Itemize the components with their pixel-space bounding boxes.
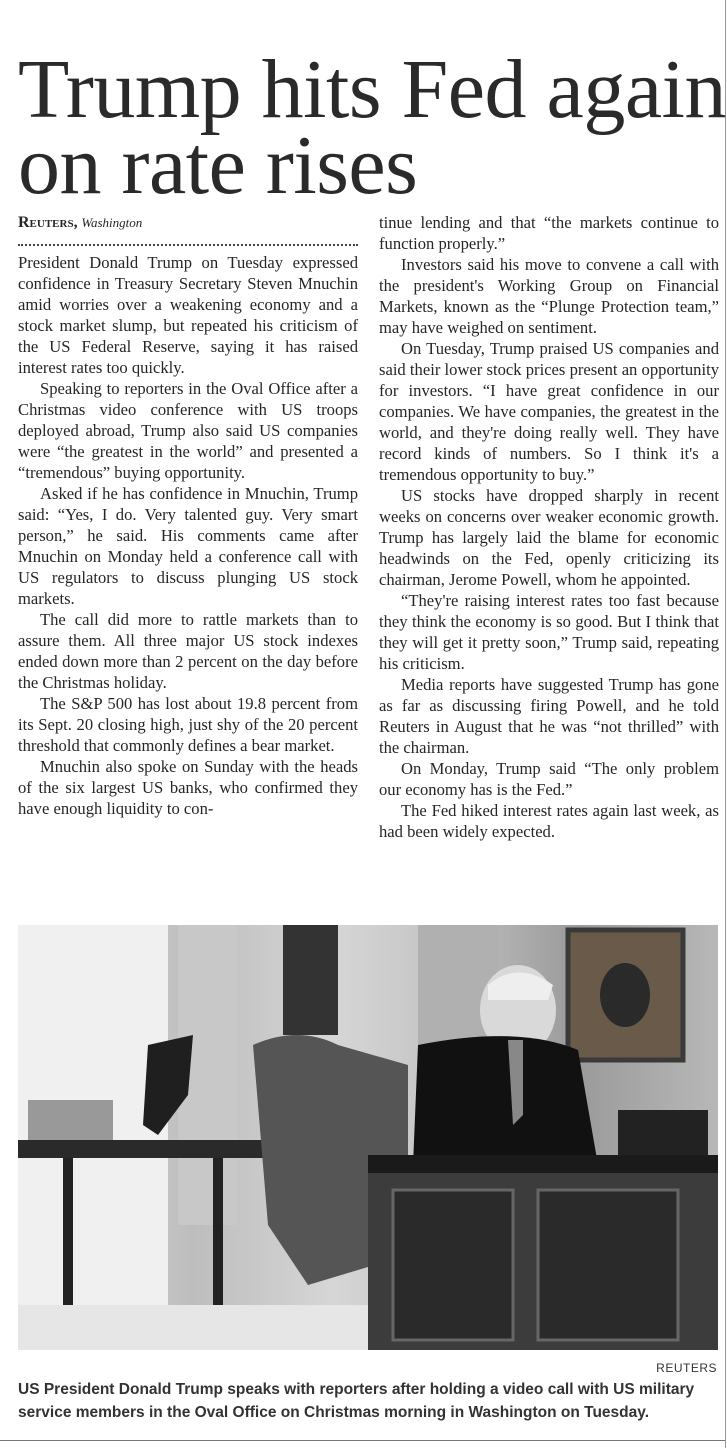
paragraph: The Fed hiked interest rates again last week, as had been widely expected. (379, 801, 719, 841)
paragraph: US stocks have dropped sharply in recent weeks on concerns over weaker economic growth. Trump has largely laid the blame for economic headwinds on the Fed, openly criticizing its chairman, Jerome Powell, whom he appointed. (379, 486, 719, 589)
news-photo (18, 925, 718, 1350)
headline: Trump hits Fed again on rate rises (18, 43, 726, 212)
paragraph: Mnuchin also spoke on Sunday with the heads of the six largest US banks, who confirmed they have enough liquidity to con- (18, 757, 358, 818)
paragraph: tinue lending and that “the markets continue to function properly.” (379, 213, 719, 253)
paragraph: Media reports have suggested Trump has gone as far as discussing firing Powell, and he told Reuters in August that he was “not thrilled” with the chairman. (379, 675, 719, 757)
article-column-right (379, 212, 719, 842)
dotted-divider (18, 236, 358, 246)
paragraph: Speaking to reporters in the Oval Office after a Christmas video conference with US troops deployed abroad, Trump also said US companies were “the greatest in the world” and presented a “tremendous” buying opportunity. (18, 379, 358, 482)
paragraph: Investors said his move to convene a call with the president's Working Group on Financial Markets, known as the “Plunge Protection team,” may have weighed on sentiment. (379, 255, 719, 337)
paragraph: Asked if he has confidence in Mnuchin, Trump said: “Yes, I do. Very talented guy. Very smart person,” he said. His comments came after Mnuchin on Monday held a conference call with US regulators to discuss plunging US stock markets. (18, 484, 358, 608)
bottom-rule (0, 1440, 725, 1441)
byline-agency: Reuters, (18, 214, 78, 231)
paragraph: On Tuesday, Trump praised US companies and said their lower stock prices present an opportunity for investors. “I have great confidence in our companies. We have companies, the greatest in the world, and they're doing really well. They have record kinds of numbers. So I think it's a tremendous opportunity to buy.” (379, 339, 719, 484)
paragraph: President Donald Trump on Tuesday expressed confidence in Treasury Secretary Steven Mnuchin amid worries over a weakening economy and a stock market slump, but repeated his criticism of the US Federal Reserve, saying it has raised interest rates too quickly. (18, 253, 358, 377)
paragraph: “They're raising interest rates too fast because they think the economy is so good. But I think that they will get it pretty soon,” Trump said, repeating his criticism. (379, 591, 719, 673)
paragraph: On Monday, Trump said “The only problem our economy has is the Fed.” (379, 759, 719, 799)
byline (18, 212, 358, 234)
paragraph: The S&P 500 has lost about 19.8 percent from its Sept. 20 closing high, just shy of the 20 percent threshold that commonly defines a bear market. (18, 694, 358, 755)
paragraph: The call did more to rattle markets than to assure them. All three major US stock indexes ended down more than 2 percent on the day before the Christmas holiday. (18, 610, 358, 692)
photo-credit: REUTERS (656, 1361, 717, 1375)
oval-office-photo-illustration (18, 925, 718, 1350)
article-column-left (18, 212, 358, 819)
photo-caption: US President Donald Trump speaks with reporters after holding a video call with US military service members in the Oval Office on Christmas morning in Washington on Tuesday. (18, 1381, 695, 1421)
byline-place: Washington (81, 215, 143, 230)
